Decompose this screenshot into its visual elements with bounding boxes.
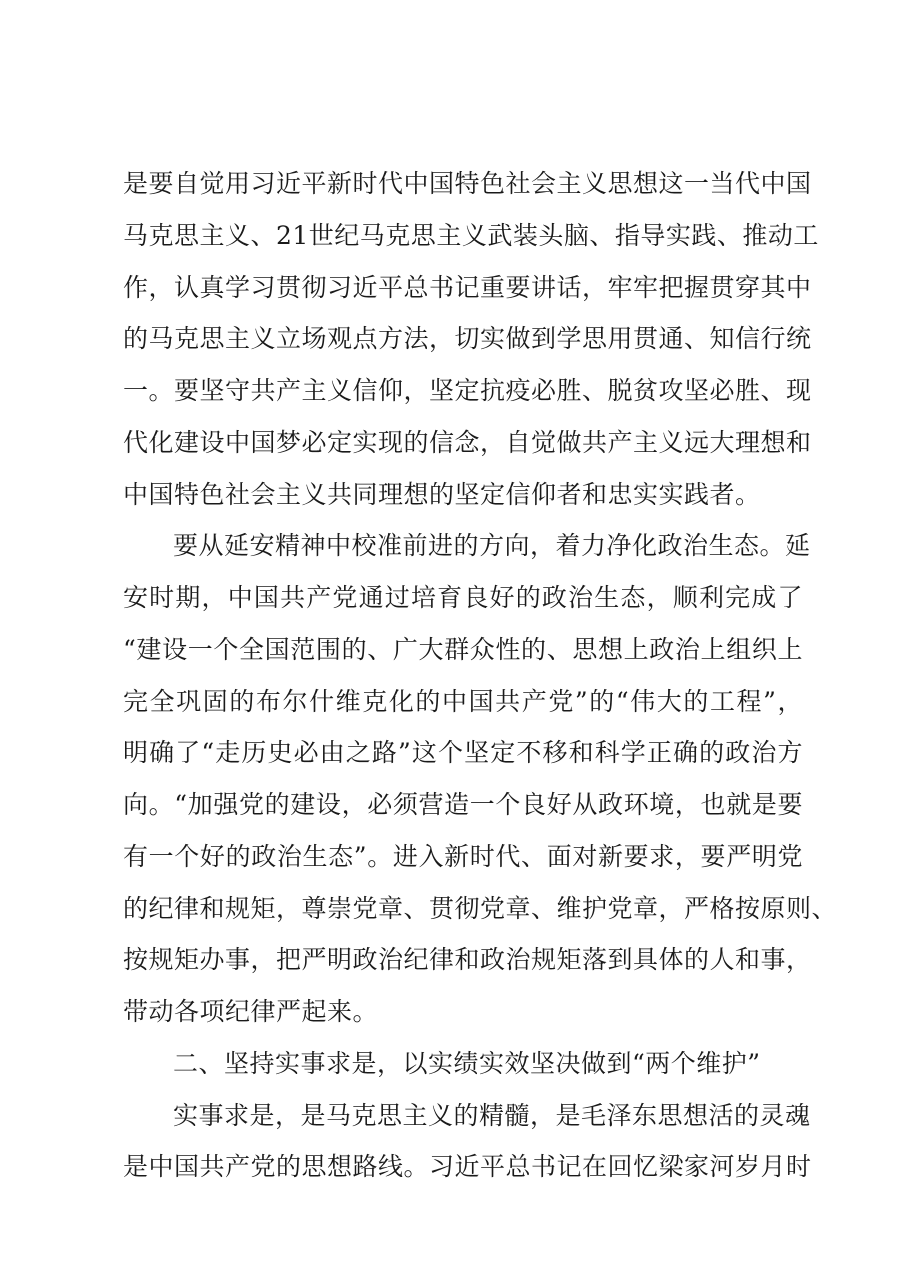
paragraph-line: 代化建设中国梦必定实现的信念，自觉做共产主义远大理想和 bbox=[123, 428, 812, 457]
paragraph-line: 的纪律和规矩，尊崇党章、贯彻党章、维护党章，严格按原则、 bbox=[123, 894, 838, 923]
paragraph-line: 是中国共产党的思想路线。习近平总书记在回忆梁家河岁月时 bbox=[123, 1152, 812, 1181]
paragraph-line: 有一个好的政治生态”。进入新时代、面对新要求，要严明党 bbox=[123, 842, 803, 871]
paragraph-line: 明确了“走历史必由之路”这个坚定不移和科学正确的政治方 bbox=[123, 738, 803, 767]
paragraph-line: 一。要坚守共产主义信仰，坚定抗疫必胜、脱贫攻坚必胜、现 bbox=[123, 376, 812, 405]
paragraph-line: 马克思主义、21世纪马克思主义武装头脑、指导实践、推动工 bbox=[123, 221, 819, 250]
section-heading: 二、坚持实事求是，以实绩实效坚决做到“两个维护” bbox=[173, 1049, 761, 1078]
paragraph-line: 按规矩办事，把严明政治纪律和政治规矩落到具体的人和事， bbox=[123, 945, 812, 974]
paragraph-line: 完全巩固的布尔什维克化的中国共产党”的“伟大的工程”， bbox=[123, 687, 803, 716]
paragraph-line: 中国特色社会主义共同理想的坚定信仰者和忠实实践者。 bbox=[123, 480, 761, 509]
paragraph-line: 带动各项纪律严起来。 bbox=[123, 997, 379, 1026]
paragraph-line: 是要自觉用习近平新时代中国特色社会主义思想这一当代中国 bbox=[123, 169, 812, 198]
paragraph-line: 的马克思主义立场观点方法，切实做到学思用贯通、知信行统 bbox=[123, 324, 812, 353]
paragraph-line: 安时期，中国共产党通过培育良好的政治生态，顺利完成了 bbox=[123, 583, 803, 612]
paragraph-line: 作，认真学习贯彻习近平总书记重要讲话，牢牢把握贯穿其中 bbox=[123, 273, 812, 302]
paragraph-line: 实事求是，是马克思主义的精髓，是毛泽东思想活的灵魂 bbox=[173, 1101, 811, 1130]
paragraph-line: 向。“加强党的建设，必须营造一个良好从政环境，也就是要 bbox=[123, 790, 803, 819]
paragraph-line: 要从延安精神中校准前进的方向，着力净化政治生态。延 bbox=[173, 531, 811, 560]
paragraph-line: “建设一个全国范围的、广大群众性的、思想上政治上组织上 bbox=[123, 635, 803, 664]
